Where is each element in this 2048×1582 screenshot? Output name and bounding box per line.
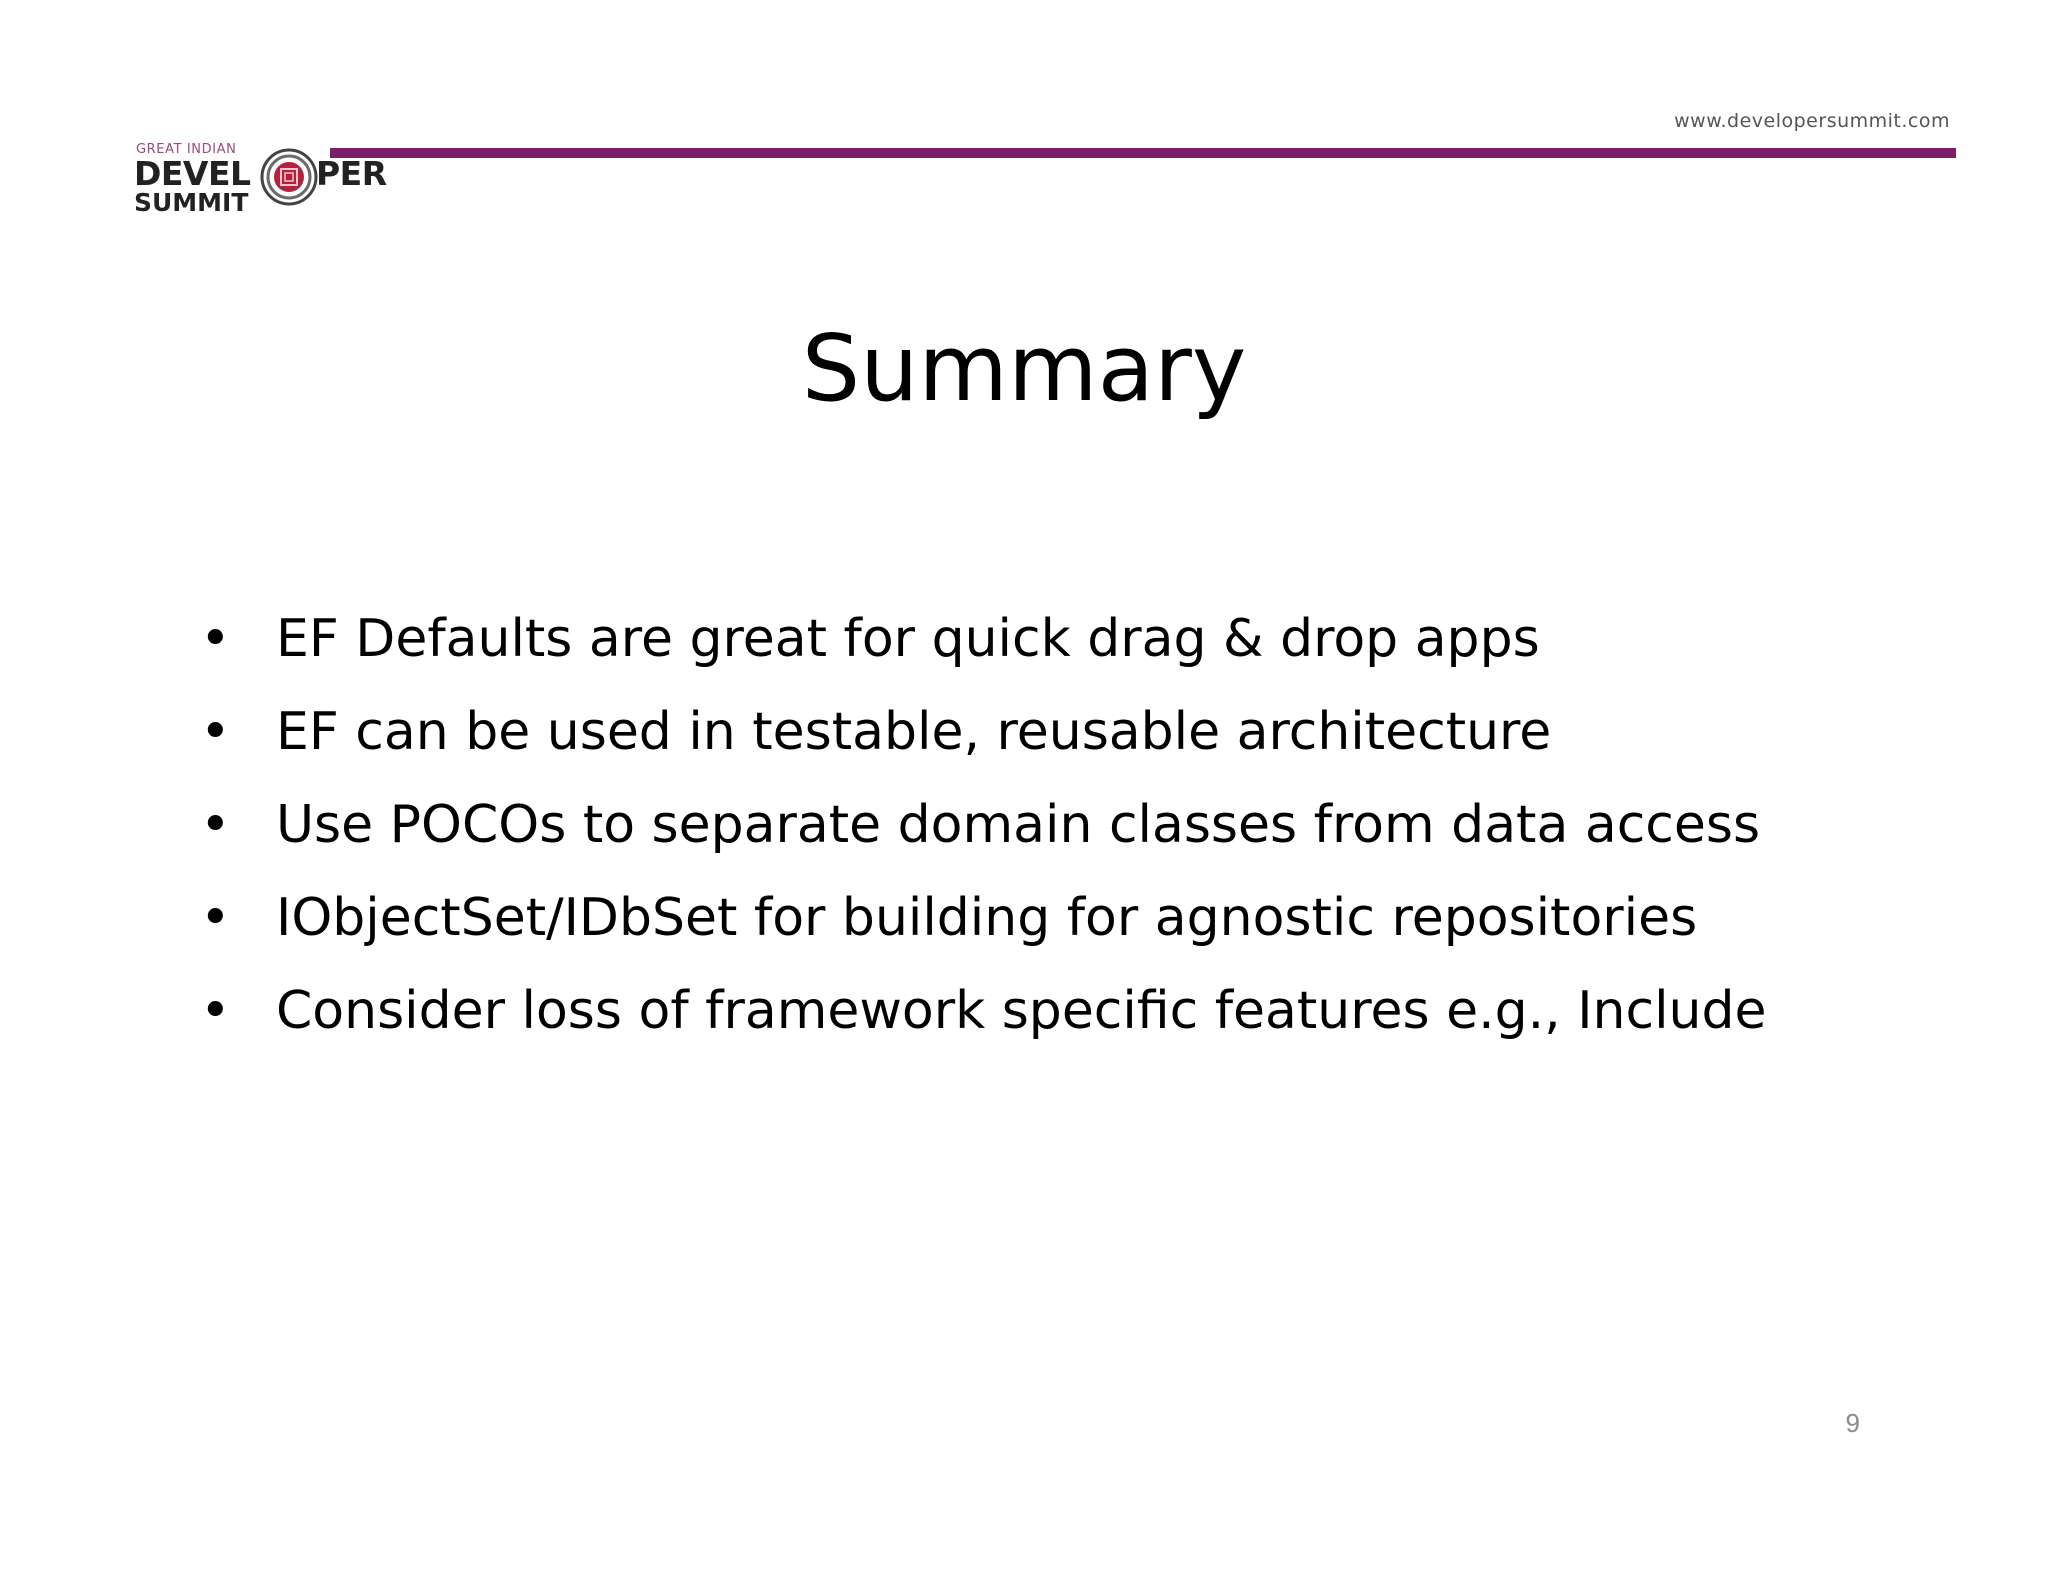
logo-tagline: GREAT INDIAN — [136, 142, 237, 157]
logo-word-summit: SUMMIT — [134, 188, 249, 217]
slide-title: Summary — [801, 315, 1247, 422]
bullet-text: Consider loss of framework specific features e.g., Include — [276, 981, 1767, 1041]
summit-logo — [134, 142, 394, 222]
bullet-text: EF can be used in testable, reusable architecture — [276, 702, 1552, 762]
page-number: 9 — [1845, 1408, 1860, 1438]
header-url: www.developersummit.com — [1674, 110, 1950, 132]
bullet-dot-icon: • — [200, 702, 231, 762]
bullet-text: IObjectSet/IDbSet for building for agnostic repositories — [276, 888, 1698, 948]
logo-word-devel: DEVEL — [134, 154, 251, 193]
bullet-dot-icon: • — [200, 981, 231, 1041]
logo-word-per: PER — [316, 154, 387, 193]
bullet-text: Use POCOs to separate domain classes from data access — [276, 795, 1761, 855]
bullet-dot-icon: • — [200, 795, 231, 855]
bullet-text: EF Defaults are great for quick drag & drop apps — [276, 609, 1540, 669]
bullet-dot-icon: • — [200, 888, 231, 948]
header-divider — [330, 148, 1956, 158]
logo-emblem-icon — [260, 148, 318, 206]
bullet-dot-icon: • — [200, 609, 231, 669]
